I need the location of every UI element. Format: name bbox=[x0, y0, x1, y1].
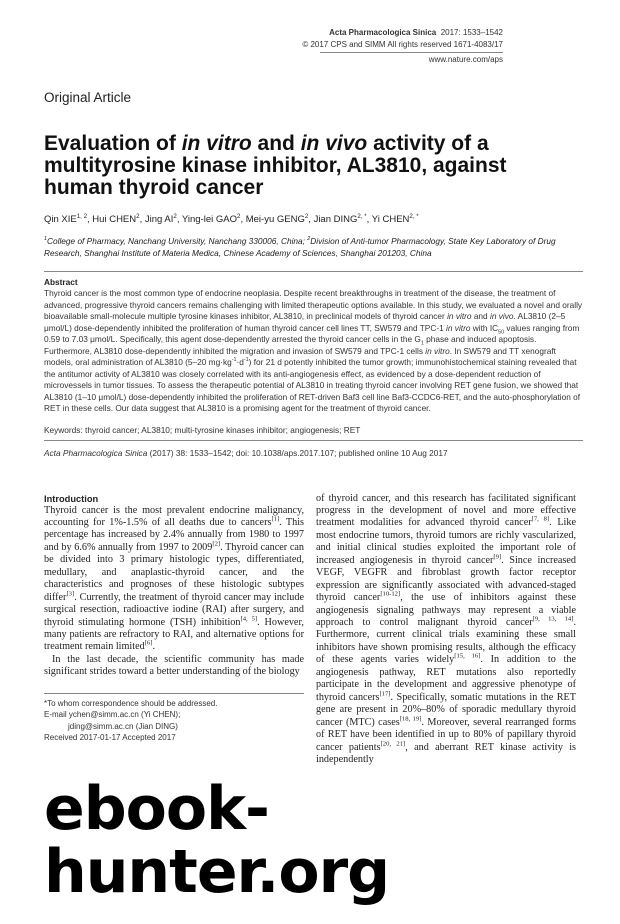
text-run: 2 bbox=[136, 212, 140, 220]
text-run: 2, * bbox=[357, 212, 367, 220]
text-run: in vivo bbox=[489, 311, 514, 321]
text-run: 2, * bbox=[409, 212, 419, 220]
paper-title bbox=[44, 133, 544, 199]
text-run: [4, 5] bbox=[240, 615, 258, 623]
text-run: [18, 19] bbox=[399, 715, 422, 723]
right-column bbox=[316, 493, 576, 767]
keywords-rule bbox=[44, 440, 583, 441]
journal-name: Acta Pharmacologica Sinica bbox=[329, 28, 437, 37]
authors bbox=[44, 213, 584, 226]
text-run: (2017) 38: 1533–1542; doi: 10.1038/aps.2017.107; published online 10 Aug 2017 bbox=[147, 447, 448, 458]
citation-line bbox=[44, 447, 584, 459]
text-run: in vitro bbox=[425, 345, 450, 356]
text-run: in vitro bbox=[447, 311, 472, 321]
text-run: phase and induced apoptosis. Furthermore, AL3810 dose-dependently inhibited the migration and invasion of SW579 and TPC-1 cells bbox=[44, 334, 537, 356]
text-run: . Moreover, several rearranged forms of RET have been identified in up to 80% of papillary thyroid cancer patients bbox=[316, 716, 577, 753]
journal-header-block bbox=[44, 0, 584, 66]
text-run: : thyroid cancer; AL3810; multi-tyrosine kinases inhibitor; angiogenesis; RET bbox=[80, 424, 361, 435]
text-run: . Thyroid cancer can be divided into 3 primary histologic types, differentiated, medullary, and anaplastic-thyroid cancer, and the characteristics and prognoses of these histologic subtypes differ bbox=[44, 541, 304, 603]
text-run: . Furthermore, current clinical trials examining these small inhibitors have shown promising results, although the efficacy of these agents varies widely bbox=[316, 617, 576, 666]
email-2: jding@simm.ac.cn (Jian DING) bbox=[68, 721, 178, 731]
text-run: in vivo bbox=[300, 132, 368, 155]
text-run: and bbox=[471, 311, 490, 321]
article-type: Original Article bbox=[44, 90, 132, 105]
text-run: , and aberrant RET kinase activity is independently bbox=[316, 741, 576, 766]
text-run: 50 bbox=[498, 329, 505, 336]
text-run: Thyroid cancer is the most common type of endocrine neoplasia. Despite recent breakthroughs in treatment of the disease, the treatment of advanced, progressive thyroid cancers remains challenging with limited therapeutic options available. In this study, we evaluated a novel and orally bioavailable small-molecule multiple tyrosine kinases inhibitor, AL3810, in preclinical models of thyroid cancer bbox=[44, 288, 583, 321]
text-run: . However, many patients are refractory to RAI, and alternative options for treatment remain limited bbox=[44, 616, 304, 653]
keywords bbox=[44, 424, 584, 436]
text-run: [2] bbox=[212, 540, 221, 548]
text-run: , Yi CHEN bbox=[366, 214, 410, 225]
text-run: -1 bbox=[243, 357, 249, 364]
text-run: [15, 16] bbox=[454, 653, 481, 660]
text-run: [6] bbox=[144, 640, 153, 648]
text-run: . Like most endocrine tumors, thyroid tumors are richly vascularized, and initial clinical studies exploited the important role of increased angiogenesis in thyroid cancer bbox=[316, 517, 576, 566]
text-run: , Ying-lei GAO bbox=[176, 214, 238, 225]
received-accepted: Received 2017-01-17 Accepted 2017 bbox=[44, 733, 176, 743]
text-run: In the last decade, the scientific community has made significant strides toward a better understanding of the biology bbox=[44, 653, 304, 678]
text-run: College of Pharmacy, Nanchang University, Nanchang 330006, China; bbox=[47, 236, 308, 246]
text-run: , Mei-yu GENG bbox=[240, 214, 305, 225]
text-run: Qin XIE bbox=[44, 214, 77, 225]
text-run: 1 bbox=[420, 340, 424, 347]
text-run: Acta Pharmacologica Sinica bbox=[44, 447, 148, 458]
abstract-rule bbox=[44, 271, 583, 272]
affiliations bbox=[44, 235, 584, 259]
watermark: ebook-hunter.org bbox=[44, 774, 390, 908]
journal-url[interactable]: www.nature.com/aps bbox=[428, 55, 503, 64]
correspondence-note: *To whom correspondence should be addressed. bbox=[44, 698, 218, 708]
volume-pages: 2017: 1533–1542 bbox=[440, 28, 503, 37]
text-run: with IC bbox=[470, 322, 499, 333]
text-run: activity of a multityrosine kinase inhibitor, AL3810, against human thyroid cancer bbox=[44, 132, 507, 199]
left-column bbox=[44, 493, 304, 767]
text-run: 1 bbox=[44, 236, 47, 243]
text-run: Evaluation of bbox=[44, 132, 182, 155]
text-run: 2 bbox=[237, 212, 241, 220]
text-run: ) for 21 d potently inhibited the tumor growth; immunohistochemical staining revealed that the antitumor activity of AL3810 was closely correlated with its anti-angiogenesis effect, as evidenced by a dose-dependent reduction of microvessels in tumor tissues. To assess the therapeutic potential of AL3810 in treating thyroid cancer involving RET gene fusion, we showed that AL3810 (1–10 μmol/L) dose-dependently inhibited the proliferation of RET-driven Baf3 cell line Baf3-CCDC6-RET, and the auto-phosphorylation of RET in these cells. Our data suggest that AL3810 is a promising agent for the treatment of thyroid cancer. bbox=[44, 357, 581, 413]
abstract-heading: Abstract bbox=[44, 277, 78, 287]
text-run: values ranging from 0.59 to 7.03 μmol/L. Specifically, this agent dose-dependently arrested the thyroid cancer cells in the G bbox=[44, 322, 580, 344]
text-run: . AL3810 (2–5 μmol/L) dose-dependently inhibited the proliferation of human thyroid cancer cell lines TT, SW579 and TPC-1 bbox=[44, 311, 566, 333]
text-run: and bbox=[251, 132, 301, 155]
text-run: , Jian DING bbox=[308, 214, 358, 225]
text-run: . In addition to the angiogenesis pathway, RET mutations also reportedly participate in the development and aggressive phenotype of thyroid cancers bbox=[316, 654, 576, 703]
text-run: , Jing AI bbox=[139, 214, 174, 225]
header-rule bbox=[320, 52, 503, 53]
text-run: 1, 2 bbox=[76, 212, 88, 220]
text-run: ·d bbox=[236, 357, 244, 367]
text-run: Division of Anti-tumor Pharmacology, State Key Laboratory of Drug Research, Shanghai Institute of Materia Medica, Chinese Academy of Sciences, Shanghai 201203, China bbox=[44, 236, 556, 258]
text-run: . In SW579 and TT xenograft models, oral administration of AL3810 (5–20 mg·kg bbox=[44, 345, 556, 367]
text-run: [7, 8] bbox=[531, 516, 550, 524]
copyright: © 2017 CPS and SIMM All rights reserved 1671-4083/17 bbox=[302, 40, 503, 49]
text-run: of thyroid cancer, and this research has facilitated significant progress in the development of novel and more effective treatment modalities for advanced thyroid cancer bbox=[316, 492, 576, 529]
text-run: [1] bbox=[271, 515, 280, 523]
email-1: E-mail ychen@simm.ac.cn (Yi CHEN); bbox=[44, 710, 181, 720]
journal-header bbox=[44, 27, 503, 39]
introduction-heading: Introduction bbox=[44, 493, 99, 504]
text-run: in vitro bbox=[181, 132, 252, 155]
text-run: [17] bbox=[379, 690, 391, 698]
body-columns bbox=[44, 493, 576, 767]
intro-paragraph-1 bbox=[44, 505, 304, 654]
footnote bbox=[44, 698, 304, 744]
text-run: , Hui CHEN bbox=[87, 214, 137, 225]
text-run: . Since increased VEGF, VEGFR and fibroblast growth factor receptor expression are significantly associated with advanced-staged thyroid cancer bbox=[316, 554, 576, 604]
text-run: . Specifically, somatic mutations in the RET gene are present in 20%–80% of sporadic medullary thyroid cancer (MTC) cases bbox=[316, 691, 576, 728]
text-run: . bbox=[152, 641, 155, 653]
abstract-text bbox=[44, 288, 584, 415]
text-run: . Currently, the treatment of thyroid cancer may include surgical resection, radioactive iodine (RAI) after surgery, and thyroid stimulating hormone (TSH) inhibition bbox=[44, 591, 304, 628]
footnote-rule bbox=[44, 693, 304, 694]
text-run: 2 bbox=[304, 212, 309, 220]
text-run: , the use of inhibitors against these angiogenesis signaling pathways may represent a viable approach to control malignant thyroid cancer bbox=[316, 592, 576, 629]
text-run: [20, 21] bbox=[380, 740, 406, 748]
text-run: [10-12] bbox=[380, 590, 401, 598]
intro-paragraph-2-cont bbox=[316, 493, 576, 767]
text-run: . This percentage has increased by 2.4% annually from 1980 to 1997 and by 6.6% annually from 1997 to 2009 bbox=[44, 516, 304, 553]
text-run: [9] bbox=[493, 553, 502, 561]
text-run: [3] bbox=[66, 590, 75, 598]
text-run: Thyroid cancer is the most prevalent endocrine malignancy, accounting for 1%-1.5% of all deaths due to cancers bbox=[44, 504, 304, 528]
text-run: 2 bbox=[173, 212, 177, 220]
intro-paragraph-2 bbox=[44, 654, 304, 679]
text-run: Keywords bbox=[44, 424, 81, 435]
text-run: -1 bbox=[231, 357, 237, 364]
text-run: in vitro bbox=[446, 322, 471, 333]
text-run: 2 bbox=[307, 236, 311, 243]
text-run: [9, 13, 14] bbox=[532, 615, 574, 623]
